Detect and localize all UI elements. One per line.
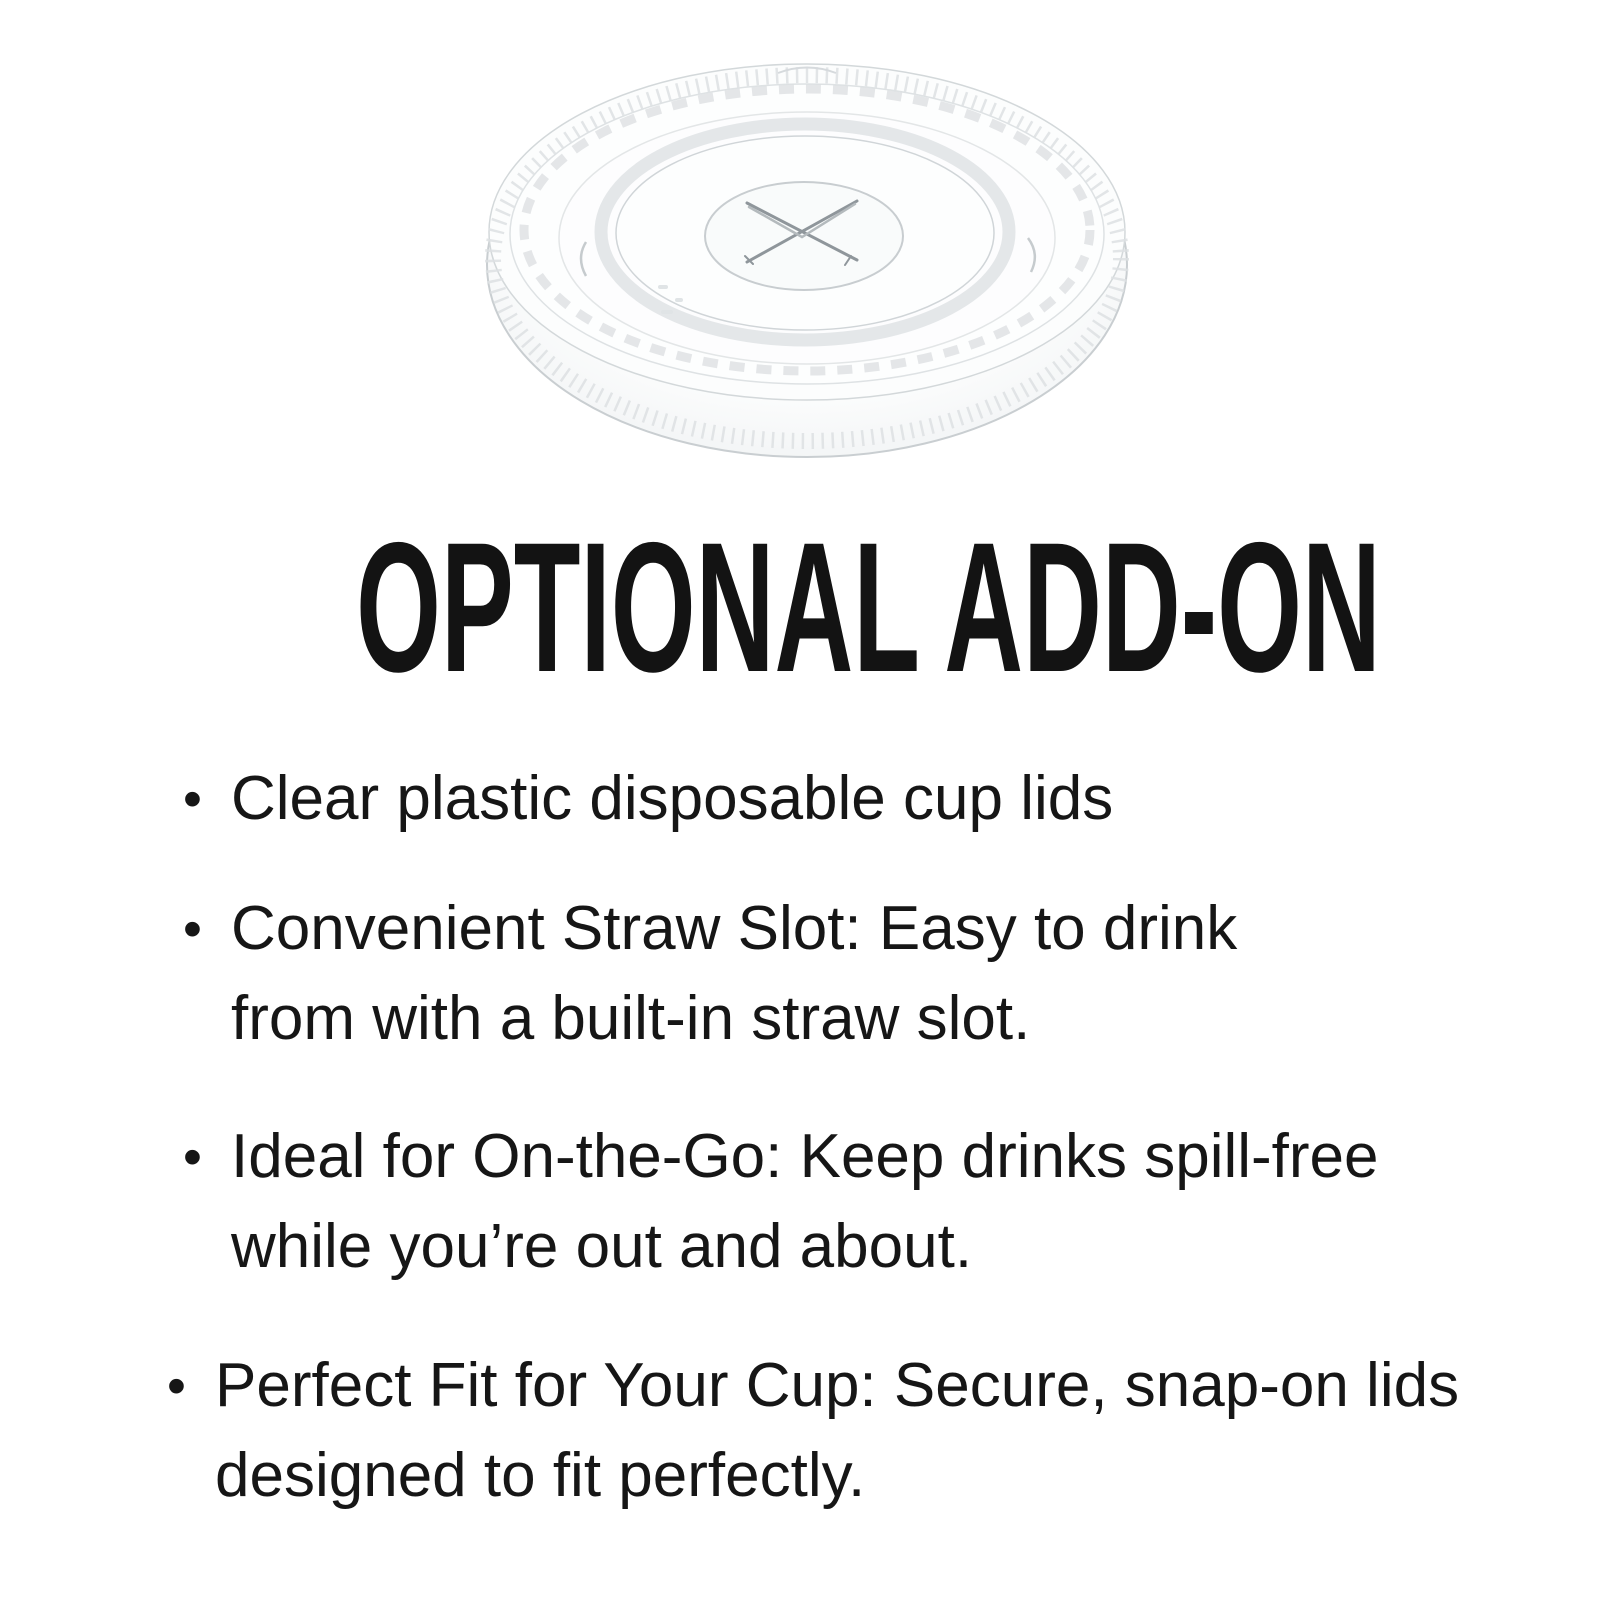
page-title-text: OPTIONAL ADD-ON	[356, 505, 1381, 711]
bullet-icon: •	[183, 769, 202, 829]
list-item	[183, 754, 1459, 844]
list-item	[183, 884, 1459, 1064]
list-item-line: designed to fit perfectly.	[215, 1441, 866, 1510]
list-item-line: Perfect Fit for Your Cup: Secure, snap-on lids	[215, 1351, 1460, 1420]
list-item	[167, 1341, 1459, 1521]
list-item-line: from with a built-in straw slot.	[231, 984, 1031, 1053]
list-item-text	[231, 1112, 1379, 1292]
list-item-line: Convenient Straw Slot: Easy to drink	[231, 894, 1238, 963]
list-item	[183, 1112, 1459, 1292]
bullet-icon: •	[167, 1356, 186, 1416]
bullet-icon: •	[183, 899, 202, 959]
list-item-line: Ideal for On-the-Go: Keep drinks spill-free	[231, 1122, 1379, 1191]
list-item-text	[231, 754, 1113, 844]
page-title	[0, 505, 1600, 711]
feature-list	[167, 754, 1460, 1521]
list-item-text	[215, 1341, 1459, 1521]
cup-lid-image	[483, 60, 1133, 460]
bullet-icon: •	[183, 1127, 202, 1187]
list-item-line: while you’re out and about.	[231, 1212, 973, 1281]
list-item-line: Clear plastic disposable cup lids	[231, 764, 1114, 833]
list-item-text	[231, 884, 1237, 1064]
